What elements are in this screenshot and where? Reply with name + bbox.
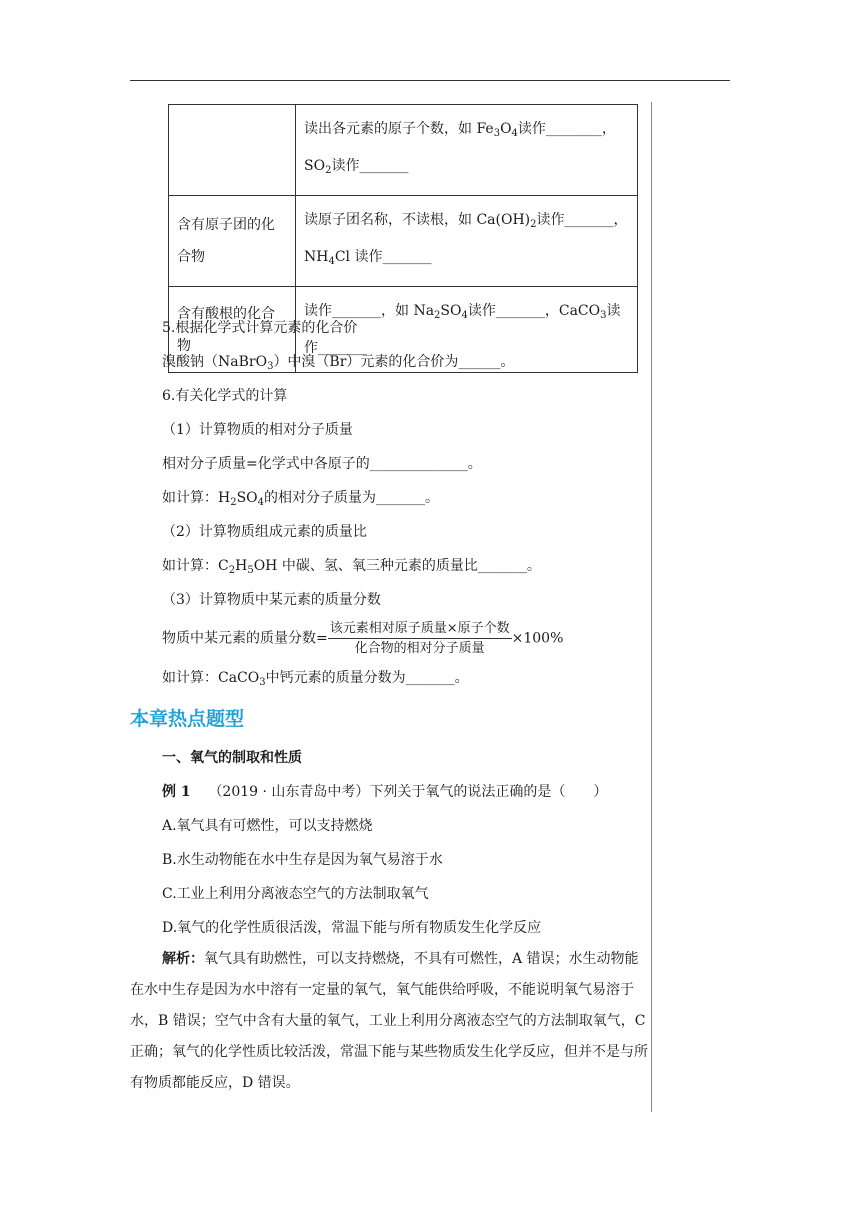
topic-1-title: 一、氧气的制取和性质	[162, 750, 302, 766]
option-b: B.水生动物能在水中生存是因为氧气易溶于水	[162, 852, 443, 868]
header-rule	[130, 80, 730, 81]
margin-rule	[651, 102, 652, 1112]
subsection-1-title: （1）计算物质的相对分子质量	[162, 422, 353, 438]
subsection-1-example: 如计算：$H_2SO_4$的相对分子质量为_______。	[162, 490, 440, 508]
formula-fraction: $\frac{\text{该元素相对原子质量×原子个数}}{\text{化合物的相对分子质量}}$	[329, 621, 510, 656]
subsection-2-example: 如计算：$C_2H_5OH$ 中碳、氢、氧三种元素的质量比_______。	[162, 558, 541, 576]
compound-type-cell: 含有酸根的化合物	[169, 287, 296, 373]
subsection-2-title: （2）计算物质组成元素的质量比	[162, 524, 367, 540]
compound-type-cell	[169, 105, 296, 196]
naming-rule-cell: 读作_______，如 $Na_2SO_4$读作_______，CaCO$_3$读 作_______	[296, 287, 638, 373]
analysis-paragraph: 解析：氧气具有助燃性，可以支持燃烧，不具有可燃性，A 错误；水生动物能在水中生存是因为水中溶有一定量的氧气，氧气能供给呼吸，不能说明氧气易溶于水，B 错误；空气中含有大量的氧气，工业上利用分离液态空气的方法制取氧气，C 正确；氧气的化学性质比较活泼，常温下能与某些物质发生化学反应，但并不是与所有物质都能反应，D 错误。	[130, 951, 648, 1091]
table-row	[169, 196, 638, 287]
subsection-3-example: 如计算：CaCO$_3$中钙元素的质量分数为_______。	[162, 670, 469, 688]
option-a: A.氧气具有可燃性，可以支持燃烧	[162, 818, 373, 834]
option-c: C.工业上利用分离液态空气的方法制取氧气	[162, 886, 429, 902]
hot-topics-heading: 本章热点题型	[130, 708, 245, 730]
example-1-question: 例 1 （2019 · 山东青岛中考）下列关于氧气的说法正确的是（ ）	[162, 784, 608, 800]
section-5-title: 5.根据化学式计算元素的化合价	[162, 320, 358, 336]
section-6-title: 6.有关化学式的计算	[162, 388, 288, 404]
compound-type-cell: 含有原子团的化合物	[169, 196, 296, 287]
naming-rule-cell: 读出各元素的原子个数，如 $Fe_3O_4$读作________， $SO_2$读作_______	[296, 105, 638, 196]
option-d: D.氧气的化学性质很活泼，常温下能与所有物质发生化学反应	[162, 920, 542, 936]
subsection-3-title: （3）计算物质中某元素的质量分数	[162, 592, 381, 608]
table-row	[169, 105, 638, 196]
section-5-question: 溴酸钠（NaBrO$_3$）中溴（Br）元素的化合价为______。	[162, 354, 515, 372]
mass-fraction-formula: 物质中某元素的质量分数= $\frac{\text{该元素相对原子质量×原子个数}}{\text{化合物的相对分子质量}}$ ×100%	[162, 621, 564, 656]
naming-rule-cell: 读原子团名称，不读根，如 $Ca(OH)_2$读作_______， $NH_4Cl$ 读作_______	[296, 196, 638, 287]
subsection-1-definition: 相对分子质量=化学式中各原子的______________。	[162, 456, 482, 472]
